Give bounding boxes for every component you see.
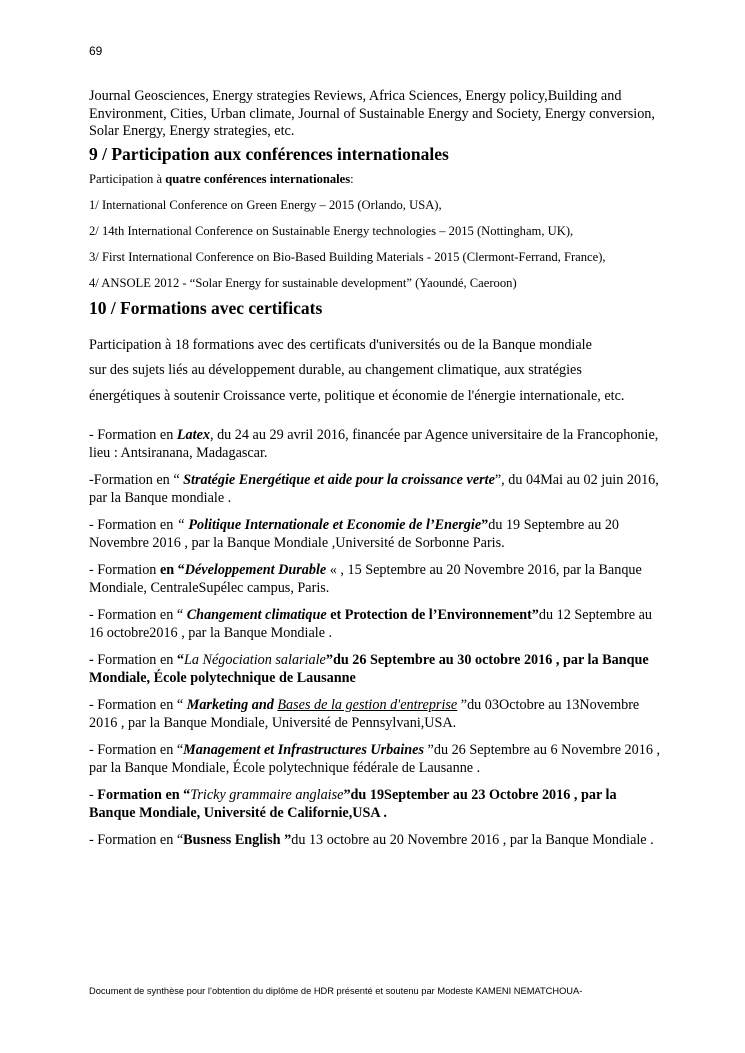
intro-line: énergétiques à soutenir Croissance verte, politique et économie de l'énergie internationale, etc. [89, 387, 625, 404]
section-10-intro [89, 337, 664, 406]
formation-politique: - Formation en “ Politique Internationale et Economie de l’Energie”du 19 Septembre au 20 Novembre 2016 , par la Banque Mondiale ,Université de Sorbonne Paris. [89, 517, 620, 551]
page-footer: Document de synthèse pour l’obtention du diplôme de HDR présenté et soutenu par Modeste KAMENI NEMATCHOUA- [89, 986, 583, 996]
intro-bold: quatre conférences internationales [165, 171, 351, 186]
intro-prefix: Participation à [89, 171, 166, 186]
journals-paragraph: Journal Geosciences, Energy strategies Reviews, Africa Sciences, Energy policy,Building and Environment, Cities, Urban climate, Journal of Sustainable Energy and Society, Energy conversion, Solar Energy, Energy strategies, etc. [89, 88, 655, 139]
formation-latex: - Formation en Latex, du 24 au 29 avril 2016, financée par Agence universitaire de la Francophonie, lieu : Antsiranana, Madagascar. [89, 427, 659, 461]
conferences-intro [89, 172, 664, 187]
intro-line: sur des sujets liés au développement durable, au changement climatique, aux stratégies [89, 362, 582, 378]
formation-negociation: - Formation en “La Négociation salariale”du 26 Septembre au 30 octobre 2016 , par la Banque Mondiale, École polytechnique de Lausanne [89, 652, 649, 686]
formation-strategie: -Formation en “ Stratégie Energétique et aide pour la croissance verte”, du 04Mai au 02 juin 2016, par la Banque mondiale . [89, 472, 659, 506]
page-number: 69 [89, 44, 103, 58]
section-10-title: 10 / Formations avec certificats [89, 297, 323, 318]
conference-item: 2/ 14th International Conference on Sustainable Energy technologies – 2015 (Nottingham, UK), [89, 223, 574, 238]
section-9-body [89, 172, 664, 291]
formation-english: - Formation en “Busness English ”du 13 octobre au 20 Novembre 2016 , par la Banque Mondiale . [89, 832, 654, 848]
conference-item: 3/ First International Conference on Bio-Based Building Materials - 2015 (Clermont-Ferrand, France), [89, 249, 606, 264]
formation-grammaire: - Formation en “Tricky grammaire anglaise”du 19September au 23 Octobre 2016 , par la Banque Mondiale, Université de Californie,USA . [89, 787, 617, 821]
formation-management: - Formation en “Management et Infrastructures Urbaines ”du 26 Septembre au 6 Novembre 2016 , par la Banque Mondiale, École polytechnique fédérale de Lausanne . [89, 742, 661, 776]
intro-suffix: : [350, 171, 354, 186]
conference-item: 4/ ANSOLE 2012 - “Solar Energy for sustainable development” (Yaoundé, Caeroon) [89, 275, 517, 290]
formation-climat: - Formation en “ Changement climatique et Protection de l’Environnement”du 12 Septembre au 16 octobre2016 , par la Banque Mondiale . [89, 607, 652, 641]
formation-developpement: - Formation en “Développement Durable « , 15 Septembre au 20 Novembre 2016, par la Banque Mondiale, CentraleSupélec campus, Paris. [89, 562, 642, 596]
intro-line: Participation à 18 formations avec des certificats d'universités ou de la Banque mondiale [89, 336, 592, 353]
formation-marketing: - Formation en “ Marketing and Bases de la gestion d'entreprise ”du 03Octobre au 13Novembre 2016 , par la Banque Mondiale, Université de Pennsylvani,USA. [89, 697, 640, 731]
document-body [89, 88, 664, 850]
conference-item: 1/ International Conference on Green Energy – 2015 (Orlando, USA), [89, 197, 442, 212]
section-9-title: 9 / Participation aux conférences internationales [89, 143, 449, 164]
